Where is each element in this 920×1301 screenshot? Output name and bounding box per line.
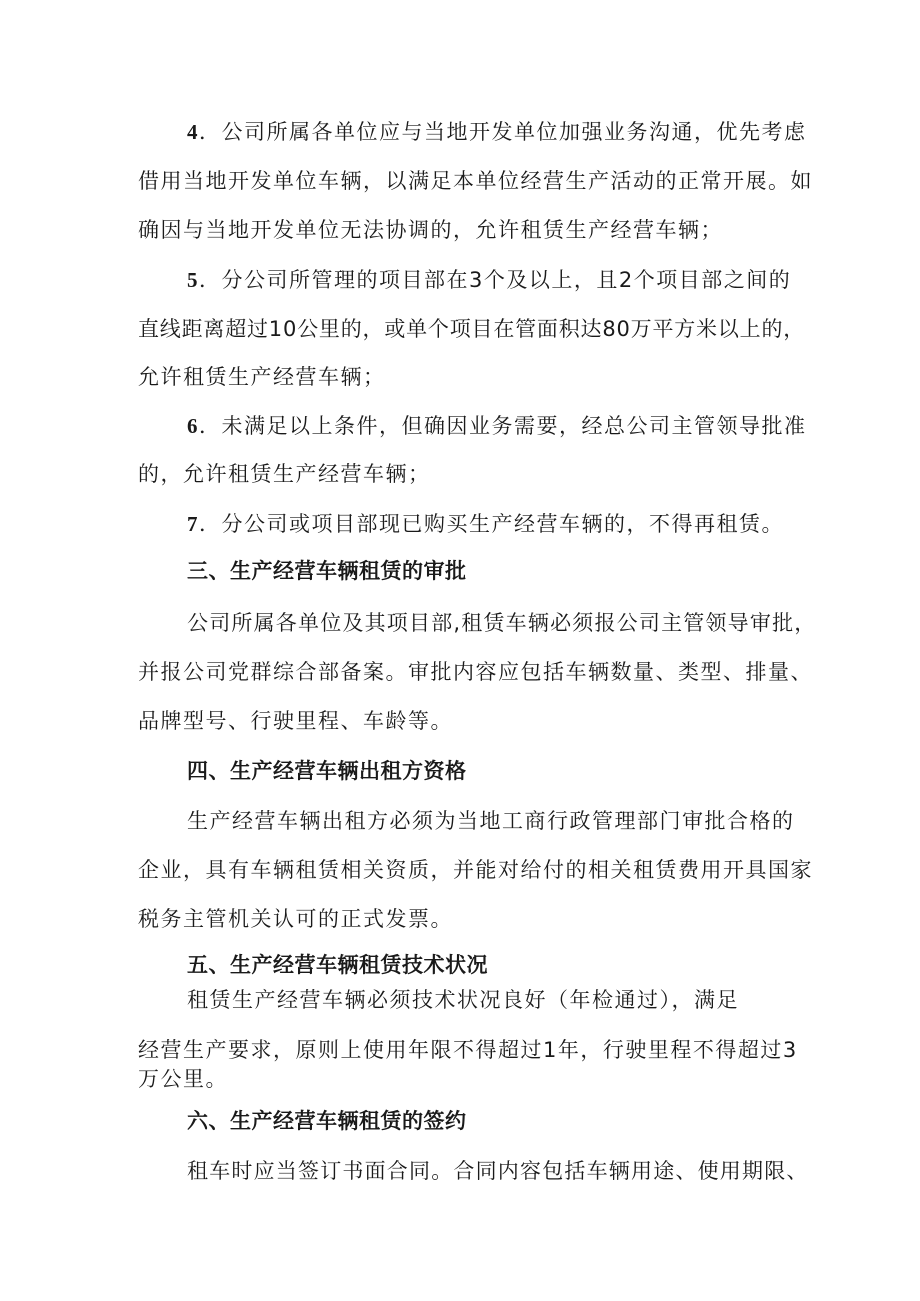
item-number: 5 bbox=[187, 268, 199, 292]
paragraph-line: 租车时应当签订书面合同。合同内容包括车辆用途、使用期限、 bbox=[187, 1159, 809, 1183]
paragraph-line: 借用当地开发单位车辆，以满足本单位经营生产活动的正常开展。如 bbox=[138, 169, 813, 193]
section-heading: 六、生产经营车辆租赁的签约 bbox=[187, 1109, 467, 1133]
item-number: 7 bbox=[187, 512, 199, 536]
paragraph-line: 万公里。 bbox=[138, 1067, 228, 1091]
paragraph-line: 品牌型号、行驶里程、车龄等。 bbox=[138, 709, 453, 733]
paragraph-line: 公司所属各单位及其项目部,租赁车辆必须报公司主管领导审批， bbox=[187, 611, 817, 635]
paragraph-line: 并报公司党群综合部备案。审批内容应包括车辆数量、类型、排量、 bbox=[138, 660, 813, 684]
section-heading: 五、生产经营车辆租赁技术状况 bbox=[187, 953, 488, 977]
paragraph-line: 直线距离超过10公里的，或单个项目在管面积达80万平方米以上的， bbox=[138, 317, 806, 341]
paragraph-line: 企业，具有车辆租赁相关资质，并能对给付的相关租赁费用开具国家 bbox=[138, 858, 813, 882]
section-heading: 三、生产经营车辆租赁的审批 bbox=[187, 559, 467, 583]
item-number: 6 bbox=[187, 414, 199, 438]
paragraph-line: 生产经营车辆出租方必须为当地工商行政管理部门审批合格的 bbox=[187, 809, 795, 833]
paragraph-line: 租赁生产经营车辆必须技术状况良好（年检通过），满足 bbox=[187, 988, 739, 1012]
item-number: 4 bbox=[187, 120, 199, 144]
paragraph-line: 6．未满足以上条件，但确因业务需要，经总公司主管领导批准 bbox=[187, 414, 807, 438]
section-heading: 四、生产经营车辆出租方资格 bbox=[187, 759, 467, 783]
paragraph-line: 税务主管机关认可的正式发票。 bbox=[138, 907, 453, 931]
paragraph-line: 4．公司所属各单位应与当地开发单位加强业务沟通，优先考虑 bbox=[187, 120, 807, 144]
paragraph-line: 允许租赁生产经营车辆； bbox=[138, 365, 386, 389]
paragraph-line: 7．分公司或项目部现已购买生产经营车辆的，不得再租赁。 bbox=[187, 512, 784, 536]
paragraph-line: 5．分公司所管理的项目部在3个及以上，且2个项目部之间的 bbox=[187, 268, 792, 292]
paragraph-line: 经营生产要求，原则上使用年限不得超过1年，行驶里程不得超过3 bbox=[138, 1038, 798, 1062]
paragraph-line: 确因与当地开发单位无法协调的，允许租赁生产经营车辆； bbox=[138, 218, 723, 242]
paragraph-line: 的，允许租赁生产经营车辆； bbox=[138, 462, 431, 486]
